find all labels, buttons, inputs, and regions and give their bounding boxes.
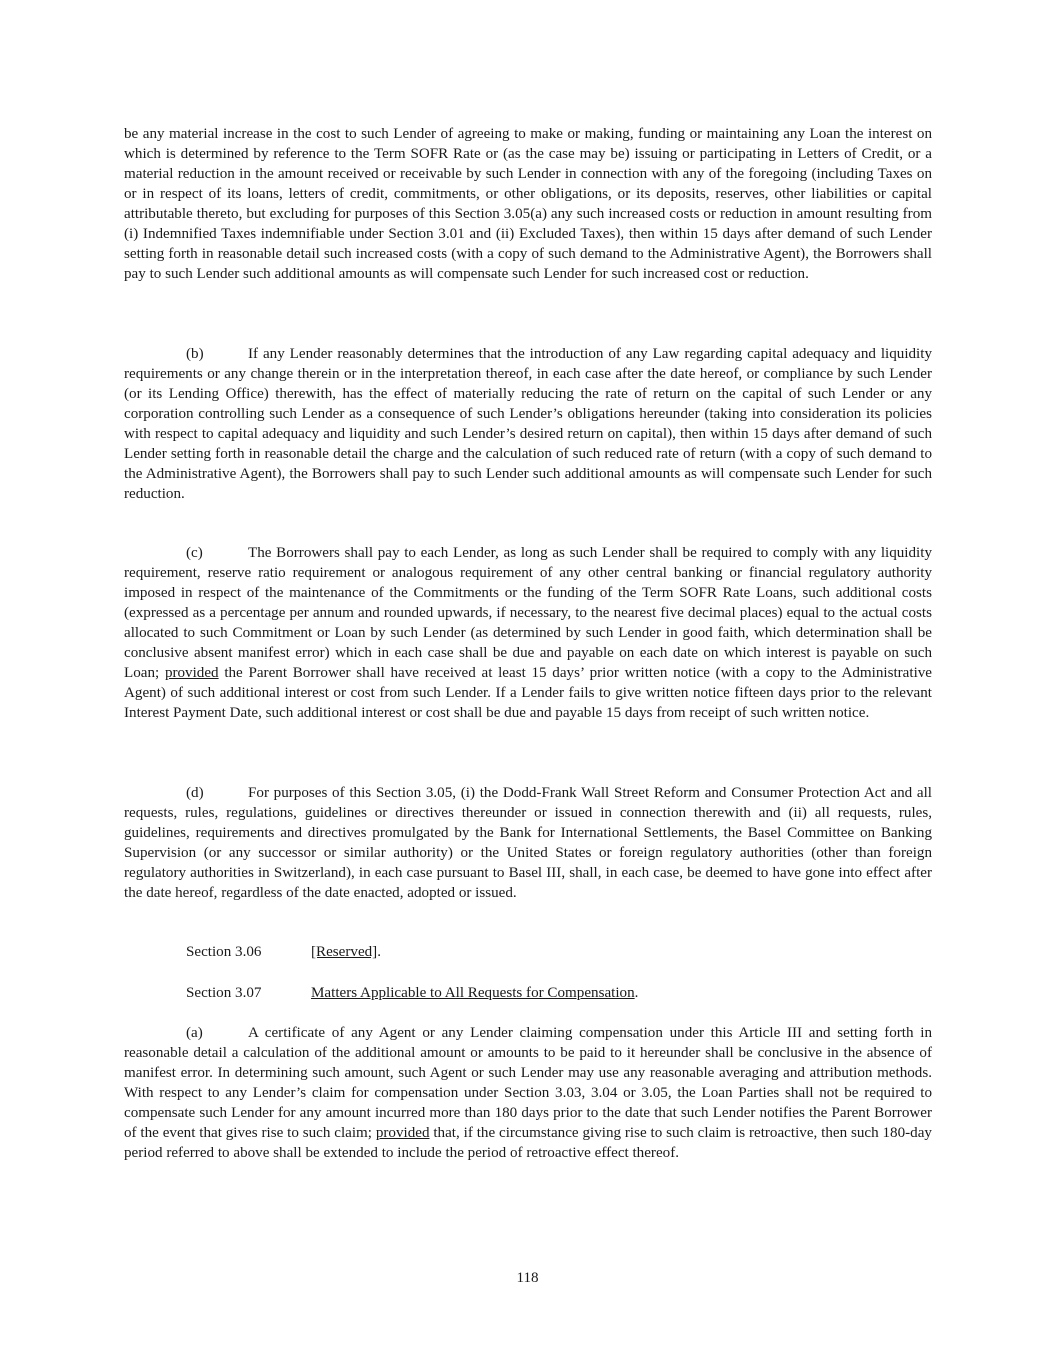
section-number: Section 3.06 <box>186 944 262 960</box>
section-title-punct: . <box>634 985 639 1001</box>
paragraph-a <box>124 1024 932 1164</box>
paragraph-text: The Borrowers shall pay to each Lender, as long as such Lender shall be required to comply with any liquidity requirement, reserve ratio requirement or analogous requirement of any other central banking or financial regulatory authority imposed in respect of the maintenance of the Commitments or the funding of the Term SOFR Rate Loans, such additional costs (expressed as a percentage per annum and rounded upwards, if necessary, to the nearest five decimal places) equal to the actual costs allocated to such Commitment or Loan by such Lender (as determined by such Lender in good faith, which determination shall be conclusive absent manifest error) which in each case shall be due and payable on each date on which interest is payable on such Loan; <box>124 545 932 681</box>
paragraph-text-cont: that, if the circumstance giving rise to such claim is retroactive, then such 180-day period referred to above shall be extended to include the period of retroactive effect thereof. <box>124 1124 932 1161</box>
provided-term: provided <box>164 664 219 681</box>
section-number: Section 3.07 <box>186 985 262 1001</box>
paragraph-label: (b) <box>186 346 204 362</box>
paragraph-b <box>124 345 932 505</box>
page-number: 118 <box>516 1270 539 1286</box>
paragraph-label: (c) <box>186 545 203 561</box>
section-heading-3-07 <box>186 984 638 1004</box>
section-heading-3-06 <box>186 943 381 963</box>
paragraph-text: A certificate of any Agent or any Lender claiming compensation under this Article III and setting forth in reasonable detail a calculation of the additional amount or amounts to be paid to it hereunder shall be conclusive in the absence of manifest error. In determining such amount, such Agent or such Lender may use any reasonable averaging and attribution methods. With respect to any Lender’s claim for compensation under Section 3.03, 3.04 or 3.05, the Loan Parties shall not be required to compensate such Lender for any amount incurred more than 180 days prior to the date that such Lender notifies the Parent Borrower of the event that gives rise to such claim; <box>124 1025 932 1141</box>
paragraph-text-cont: the Parent Borrower shall have received at least 15 days’ prior written notice (with a copy to the Administrative Agent) of such additional interest or cost from such Lender. If a Lender fails to give written notice fifteen days prior to the relevant Interest Payment Date, such additional interest or cost shall be due and payable 15 days from receipt of such written notice. <box>124 664 933 721</box>
paragraph-d <box>124 784 932 904</box>
paragraph-c <box>124 544 932 724</box>
section-title: Matters Applicable to All Requests for Compensation <box>311 985 635 1001</box>
paragraph-label: (d) <box>186 785 204 801</box>
paragraph-continuation <box>124 125 932 285</box>
paragraph-label: (a) <box>186 1025 203 1041</box>
section-title-punct: . <box>377 944 381 960</box>
section-title: [Reserved] <box>311 944 378 960</box>
paragraph-text: be any material increase in the cost to such Lender of agreeing to make or making, funding or maintaining any Loan the interest on which is determined by reference to the Term SOFR Rate or (as the case may be) issuing or participating in Letters of Credit, or a material reduction in the amount received or receivable by such Lender in connection with any of the foregoing (including Taxes on or in respect of its loans, letters of credit, commitments, or other obligations, or its deposits, reserves, other liabilities or capital attributable thereto, but excluding for purposes of this Section 3.05(a) any such increased costs or reduction in amount resulting from (i) Indemnified Taxes indemnifiable under Section 3.01 and (ii) Excluded Taxes), then within 15 days after demand of such Lender setting forth in reasonable detail such increased costs (with a copy of such demand to the Administrative Agent), the Borrowers shall pay to such Lender such additional amounts as will compensate such Lender for such increased cost or reduction. <box>124 126 932 282</box>
paragraph-text: For purposes of this Section 3.05, (i) the Dodd-Frank Wall Street Reform and Consumer Protection Act and all requests, rules, regulations, guidelines or directives thereunder or issued in connection therewith and (ii) all requests, rules, guidelines, requirements and directives promulgated by the Bank for International Settlements, the Basel Committee on Banking Supervision (or any successor or similar authority) or the United States or foreign regulatory authorities (other than foreign regulatory authorities in Switzerland), in each case pursuant to Basel III, shall, in each case, be deemed to have gone into effect after the date hereof, regardless of the date enacted, adopted or issued. <box>124 785 932 901</box>
provided-term: provided <box>375 1124 430 1141</box>
paragraph-text: If any Lender reasonably determines that the introduction of any Law regarding capital adequacy and liquidity requirements or any change therein or in the interpretation thereof, in each case after the date hereof, or compliance by such Lender (or its Lending Office) therewith, has the effect of materially reducing the rate of return on the capital of such Lender or any corporation controlling such Lender as a consequence of such Lender’s obligations hereunder (taking into consideration its policies with respect to capital adequacy and liquidity and such Lender’s desired return on capital), then within 15 days after demand of such Lender setting forth in reasonable detail the charge and the calculation of such reduced rate of return (with a copy of such demand to the Administrative Agent), the Borrowers shall pay to such Lender such additional amounts as will compensate such Lender for such reduction. <box>124 346 932 502</box>
